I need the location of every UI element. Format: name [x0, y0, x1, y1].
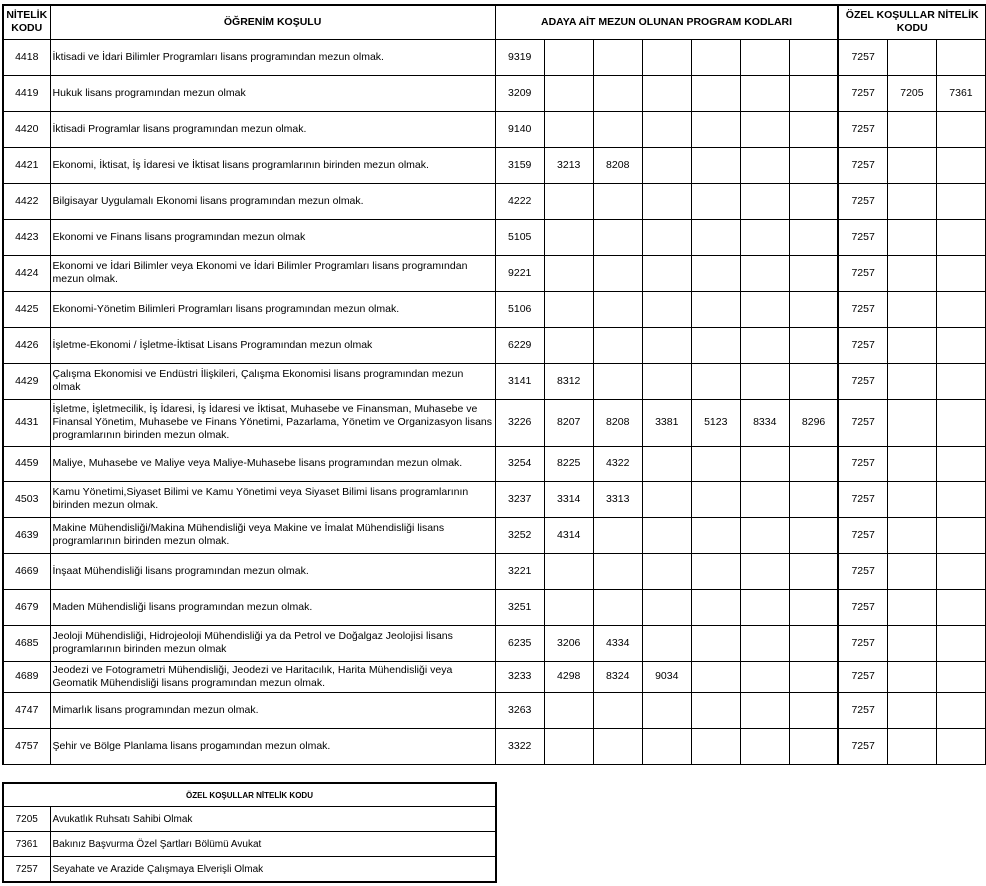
program-code-cell [740, 446, 789, 481]
program-code-cell [789, 327, 838, 363]
special-code-cell [887, 291, 936, 327]
table-row [3, 147, 986, 183]
special-code-cell [887, 39, 936, 75]
special-code-cell [887, 517, 936, 553]
legend-description: Seyahate ve Arazide Çalışmaya Elverişli Olmak [50, 857, 496, 883]
row-code: 4685 [3, 625, 50, 661]
program-code-cell: 9034 [642, 661, 691, 692]
program-code-cell: 8312 [544, 363, 593, 399]
program-code-cell [642, 147, 691, 183]
special-code-cell: 7257 [838, 327, 887, 363]
row-code: 4421 [3, 147, 50, 183]
row-condition: Ekonomi, İktisat, İş İdaresi ve İktisat lisans programlarının birinden mezun olmak. [50, 147, 495, 183]
row-condition: İşletme, İşletmecilik, İş İdaresi, İş İdaresi ve İktisat, Muhasebe ve Finansman, Muhasebe ve Finansal Yönetim, Muhasebe ve Finans Yönetimi, Pazarlama, Yönetim ve Organizasyon lisans programlarının birinden mezun olmak. [50, 399, 495, 446]
table-row [3, 255, 986, 291]
program-code-cell: 8334 [740, 399, 789, 446]
special-code-cell: 7257 [838, 517, 887, 553]
program-code-cell: 4314 [544, 517, 593, 553]
program-code-cell [544, 39, 593, 75]
program-code-cell: 5106 [495, 291, 544, 327]
row-condition: Jeoloji Mühendisliği, Hidrojeoloji Mühendisliği ya da Petrol ve Doğalgaz Jeolojisi lisans programlarının birinden mezun olmak [50, 625, 495, 661]
program-code-cell [593, 75, 642, 111]
special-code-cell: 7257 [838, 481, 887, 517]
program-code-cell: 9221 [495, 255, 544, 291]
row-condition: Bilgisayar Uygulamalı Ekonomi lisans programından mezun olmak. [50, 183, 495, 219]
row-condition: Hukuk lisans programından mezun olmak [50, 75, 495, 111]
program-code-cell [789, 481, 838, 517]
program-code-cell [789, 147, 838, 183]
special-code-cell: 7205 [887, 75, 936, 111]
program-code-cell [740, 183, 789, 219]
special-code-cell [887, 481, 936, 517]
program-code-cell [593, 589, 642, 625]
program-code-cell [789, 625, 838, 661]
program-code-cell [691, 517, 740, 553]
program-code-cell [593, 183, 642, 219]
legend-row [3, 807, 496, 832]
program-code-cell: 8225 [544, 446, 593, 481]
program-code-cell [789, 446, 838, 481]
program-code-cell [740, 517, 789, 553]
table-row [3, 517, 986, 553]
special-code-cell [887, 625, 936, 661]
special-code-cell [936, 446, 985, 481]
program-code-cell [642, 625, 691, 661]
row-condition: Çalışma Ekonomisi ve Endüstri İlişkileri, Çalışma Ekonomisi lisans programından mezun olmak [50, 363, 495, 399]
program-code-cell: 3221 [495, 553, 544, 589]
row-code: 4431 [3, 399, 50, 446]
special-code-cell [887, 589, 936, 625]
table-row [3, 399, 986, 446]
special-code-cell: 7257 [838, 446, 887, 481]
program-code-cell [593, 327, 642, 363]
legend-code: 7205 [3, 807, 50, 832]
program-code-cell [544, 291, 593, 327]
table-row [3, 661, 986, 692]
special-code-cell: 7257 [838, 625, 887, 661]
program-code-cell [544, 692, 593, 728]
table-row [3, 481, 986, 517]
program-code-cell [740, 661, 789, 692]
program-code-cell [593, 291, 642, 327]
special-code-cell [936, 39, 985, 75]
program-code-cell [593, 219, 642, 255]
row-condition: Ekonomi ve İdari Bilimler veya Ekonomi ve İdari Bilimler Programları lisans programından mezun olmak. [50, 255, 495, 291]
program-code-cell [642, 39, 691, 75]
program-code-cell [691, 147, 740, 183]
special-code-cell [887, 111, 936, 147]
row-condition: Kamu Yönetimi,Siyaset Bilimi ve Kamu Yönetimi veya Siyaset Bilimi lisans programlarının birinden mezun olmak. [50, 481, 495, 517]
program-code-cell [544, 255, 593, 291]
table-row [3, 75, 986, 111]
row-code: 4423 [3, 219, 50, 255]
program-code-cell: 3313 [593, 481, 642, 517]
program-code-cell: 8207 [544, 399, 593, 446]
special-code-cell: 7257 [838, 183, 887, 219]
program-code-cell: 3226 [495, 399, 544, 446]
program-code-cell [789, 661, 838, 692]
program-code-cell [691, 481, 740, 517]
program-code-cell [740, 692, 789, 728]
table-row [3, 39, 986, 75]
program-code-cell: 5123 [691, 399, 740, 446]
special-code-cell [936, 327, 985, 363]
program-code-cell [642, 363, 691, 399]
special-code-cell [936, 661, 985, 692]
row-code: 4747 [3, 692, 50, 728]
program-code-cell [789, 517, 838, 553]
program-code-cell [740, 327, 789, 363]
program-code-cell [740, 219, 789, 255]
row-code: 4419 [3, 75, 50, 111]
program-code-cell [642, 219, 691, 255]
table-row [3, 728, 986, 764]
table-row [3, 589, 986, 625]
row-code: 4424 [3, 255, 50, 291]
program-code-cell [691, 625, 740, 661]
header-condition: ÖĞRENİM KOŞULU [50, 5, 495, 39]
program-code-cell [740, 481, 789, 517]
program-code-cell [740, 255, 789, 291]
program-code-cell [642, 255, 691, 291]
program-code-cell [740, 147, 789, 183]
special-code-cell [887, 661, 936, 692]
program-code-cell: 4334 [593, 625, 642, 661]
program-code-cell: 3381 [642, 399, 691, 446]
special-code-cell [936, 399, 985, 446]
program-code-cell [691, 183, 740, 219]
program-code-cell [593, 111, 642, 147]
program-code-cell: 4322 [593, 446, 642, 481]
special-code-cell: 7257 [838, 75, 887, 111]
table-row [3, 692, 986, 728]
special-code-cell [887, 728, 936, 764]
program-code-cell [593, 728, 642, 764]
row-condition: Maden Mühendisliği lisans programından mezun olmak. [50, 589, 495, 625]
program-code-cell: 5105 [495, 219, 544, 255]
row-code: 4503 [3, 481, 50, 517]
program-code-cell [642, 692, 691, 728]
program-code-cell [544, 183, 593, 219]
program-code-cell: 3322 [495, 728, 544, 764]
special-code-cell [936, 517, 985, 553]
row-condition: Makine Mühendisliği/Makina Mühendisliği veya Makine ve İmalat Mühendisliği lisans programlarının birinden mezun olmak. [50, 517, 495, 553]
table-row [3, 625, 986, 661]
row-condition: Ekonomi-Yönetim Bilimleri Programları lisans programından mezun olmak. [50, 291, 495, 327]
legend-code: 7257 [3, 857, 50, 883]
row-condition: İktisadi Programlar lisans programından mezun olmak. [50, 111, 495, 147]
program-code-cell: 3206 [544, 625, 593, 661]
row-code: 4669 [3, 553, 50, 589]
program-code-cell: 3233 [495, 661, 544, 692]
program-code-cell [789, 291, 838, 327]
special-code-cell [887, 255, 936, 291]
program-code-cell [691, 363, 740, 399]
program-code-cell: 3251 [495, 589, 544, 625]
special-code-cell [936, 219, 985, 255]
special-code-cell [936, 147, 985, 183]
row-code: 4425 [3, 291, 50, 327]
program-code-cell [593, 692, 642, 728]
program-code-cell: 9140 [495, 111, 544, 147]
program-code-cell: 3209 [495, 75, 544, 111]
program-code-cell [789, 219, 838, 255]
program-code-cell: 8208 [593, 147, 642, 183]
special-code-cell [887, 399, 936, 446]
program-code-cell [740, 291, 789, 327]
program-code-cell [789, 553, 838, 589]
special-code-cell [936, 692, 985, 728]
program-code-cell [789, 75, 838, 111]
row-condition: Ekonomi ve Finans lisans programından mezun olmak [50, 219, 495, 255]
special-code-cell: 7257 [838, 728, 887, 764]
program-code-cell [593, 553, 642, 589]
program-code-cell [740, 728, 789, 764]
program-code-cell [642, 517, 691, 553]
program-code-cell [789, 363, 838, 399]
program-code-cell: 3252 [495, 517, 544, 553]
special-code-cell: 7361 [936, 75, 985, 111]
special-code-cell [936, 553, 985, 589]
program-code-cell [740, 75, 789, 111]
program-code-cell [789, 39, 838, 75]
row-code: 4420 [3, 111, 50, 147]
special-code-cell: 7257 [838, 553, 887, 589]
program-code-cell [789, 255, 838, 291]
row-code: 4679 [3, 589, 50, 625]
program-code-cell [691, 553, 740, 589]
legend-row [3, 857, 496, 883]
program-code-cell [544, 111, 593, 147]
special-code-cell [887, 363, 936, 399]
special-code-cell [936, 728, 985, 764]
program-code-cell [789, 692, 838, 728]
program-code-cell [789, 589, 838, 625]
program-code-cell [691, 446, 740, 481]
special-code-cell: 7257 [838, 39, 887, 75]
row-code: 4639 [3, 517, 50, 553]
row-code: 4426 [3, 327, 50, 363]
special-code-cell [887, 553, 936, 589]
program-code-cell [593, 255, 642, 291]
row-condition: Maliye, Muhasebe ve Maliye veya Maliye-Muhasebe lisans programından mezun olmak. [50, 446, 495, 481]
program-code-cell [593, 363, 642, 399]
legend-table [2, 782, 497, 883]
program-code-cell [691, 219, 740, 255]
row-code: 4418 [3, 39, 50, 75]
program-code-cell [691, 692, 740, 728]
program-code-cell [642, 481, 691, 517]
legend-code: 7361 [3, 832, 50, 857]
row-condition: İktisadi ve İdari Bilimler Programları lisans programından mezun olmak. [50, 39, 495, 75]
program-code-cell [691, 728, 740, 764]
program-code-cell: 3254 [495, 446, 544, 481]
legend-row [3, 832, 496, 857]
program-code-cell: 3141 [495, 363, 544, 399]
program-code-cell [593, 39, 642, 75]
program-code-cell [544, 327, 593, 363]
table-row [3, 183, 986, 219]
program-code-cell [691, 75, 740, 111]
program-code-cell [544, 75, 593, 111]
program-code-cell [740, 111, 789, 147]
header-programs: ADAYA AİT MEZUN OLUNAN PROGRAM KODLARI [495, 5, 838, 39]
program-code-cell [642, 553, 691, 589]
special-code-cell: 7257 [838, 291, 887, 327]
program-code-cell [789, 728, 838, 764]
special-code-cell [887, 692, 936, 728]
row-condition: Jeodezi ve Fotogrametri Mühendisliği, Jeodezi ve Haritacılık, Harita Mühendisliği veya Geomatik Mühendisliği lisans programından mezun olmak. [50, 661, 495, 692]
program-code-cell [642, 183, 691, 219]
program-code-cell [642, 75, 691, 111]
program-code-cell [740, 363, 789, 399]
program-code-cell: 3314 [544, 481, 593, 517]
program-code-cell [544, 728, 593, 764]
special-code-cell [887, 147, 936, 183]
program-code-cell: 8296 [789, 399, 838, 446]
special-code-cell [936, 625, 985, 661]
program-code-cell [544, 219, 593, 255]
program-code-cell [691, 255, 740, 291]
program-code-cell: 3263 [495, 692, 544, 728]
special-code-cell: 7257 [838, 147, 887, 183]
special-code-cell: 7257 [838, 255, 887, 291]
program-code-cell [642, 728, 691, 764]
special-code-cell [936, 291, 985, 327]
row-condition: İşletme-Ekonomi / İşletme-İktisat Lisans Programından mezun olmak [50, 327, 495, 363]
program-code-cell [642, 111, 691, 147]
qualification-table [2, 4, 986, 765]
legend-description: Avukatlık Ruhsatı Sahibi Olmak [50, 807, 496, 832]
special-code-cell: 7257 [838, 363, 887, 399]
program-code-cell [593, 517, 642, 553]
special-code-cell [936, 255, 985, 291]
special-code-cell: 7257 [838, 111, 887, 147]
program-code-cell [691, 327, 740, 363]
program-code-cell [642, 327, 691, 363]
special-code-cell: 7257 [838, 661, 887, 692]
table-row [3, 111, 986, 147]
row-code: 4459 [3, 446, 50, 481]
special-code-cell [936, 363, 985, 399]
special-code-cell: 7257 [838, 589, 887, 625]
special-code-cell [887, 183, 936, 219]
special-code-cell [936, 589, 985, 625]
program-code-cell [691, 661, 740, 692]
row-code: 4422 [3, 183, 50, 219]
special-code-cell: 7257 [838, 692, 887, 728]
row-condition: Mimarlık lisans programından mezun olmak. [50, 692, 495, 728]
table-row [3, 553, 986, 589]
table-row [3, 219, 986, 255]
row-code: 4429 [3, 363, 50, 399]
header-code: NİTELİK KODU [3, 5, 50, 39]
program-code-cell [544, 589, 593, 625]
program-code-cell: 3213 [544, 147, 593, 183]
program-code-cell: 3159 [495, 147, 544, 183]
program-code-cell [642, 589, 691, 625]
program-code-cell [691, 589, 740, 625]
program-code-cell: 4298 [544, 661, 593, 692]
special-code-cell [936, 481, 985, 517]
program-code-cell: 4222 [495, 183, 544, 219]
program-code-cell [789, 183, 838, 219]
program-code-cell [691, 39, 740, 75]
program-code-cell [691, 291, 740, 327]
program-code-cell [740, 39, 789, 75]
program-code-cell [740, 589, 789, 625]
program-code-cell: 3237 [495, 481, 544, 517]
program-code-cell [740, 553, 789, 589]
special-code-cell [887, 327, 936, 363]
special-code-cell [936, 183, 985, 219]
legend-title: ÖZEL KOŞULLAR NİTELİK KODU [3, 783, 496, 807]
table-row [3, 446, 986, 481]
program-code-cell [642, 291, 691, 327]
row-code: 4757 [3, 728, 50, 764]
program-code-cell [642, 446, 691, 481]
special-code-cell: 7257 [838, 219, 887, 255]
row-condition: Şehir ve Bölge Planlama lisans progamından mezun olmak. [50, 728, 495, 764]
row-code: 4689 [3, 661, 50, 692]
table-row [3, 291, 986, 327]
table-row [3, 363, 986, 399]
program-code-cell: 6235 [495, 625, 544, 661]
program-code-cell: 9319 [495, 39, 544, 75]
program-code-cell: 8208 [593, 399, 642, 446]
program-code-cell [691, 111, 740, 147]
special-code-cell [936, 111, 985, 147]
special-code-cell [887, 446, 936, 481]
program-code-cell [544, 553, 593, 589]
program-code-cell [740, 625, 789, 661]
header-special: ÖZEL KOŞULLAR NİTELİK KODU [838, 5, 985, 39]
program-code-cell: 6229 [495, 327, 544, 363]
legend-description: Bakınız Başvurma Özel Şartları Bölümü Avukat [50, 832, 496, 857]
program-code-cell [789, 111, 838, 147]
row-condition: İnşaat Mühendisliği lisans programından mezun olmak. [50, 553, 495, 589]
special-code-cell: 7257 [838, 399, 887, 446]
special-code-cell [887, 219, 936, 255]
table-row [3, 327, 986, 363]
program-code-cell: 8324 [593, 661, 642, 692]
